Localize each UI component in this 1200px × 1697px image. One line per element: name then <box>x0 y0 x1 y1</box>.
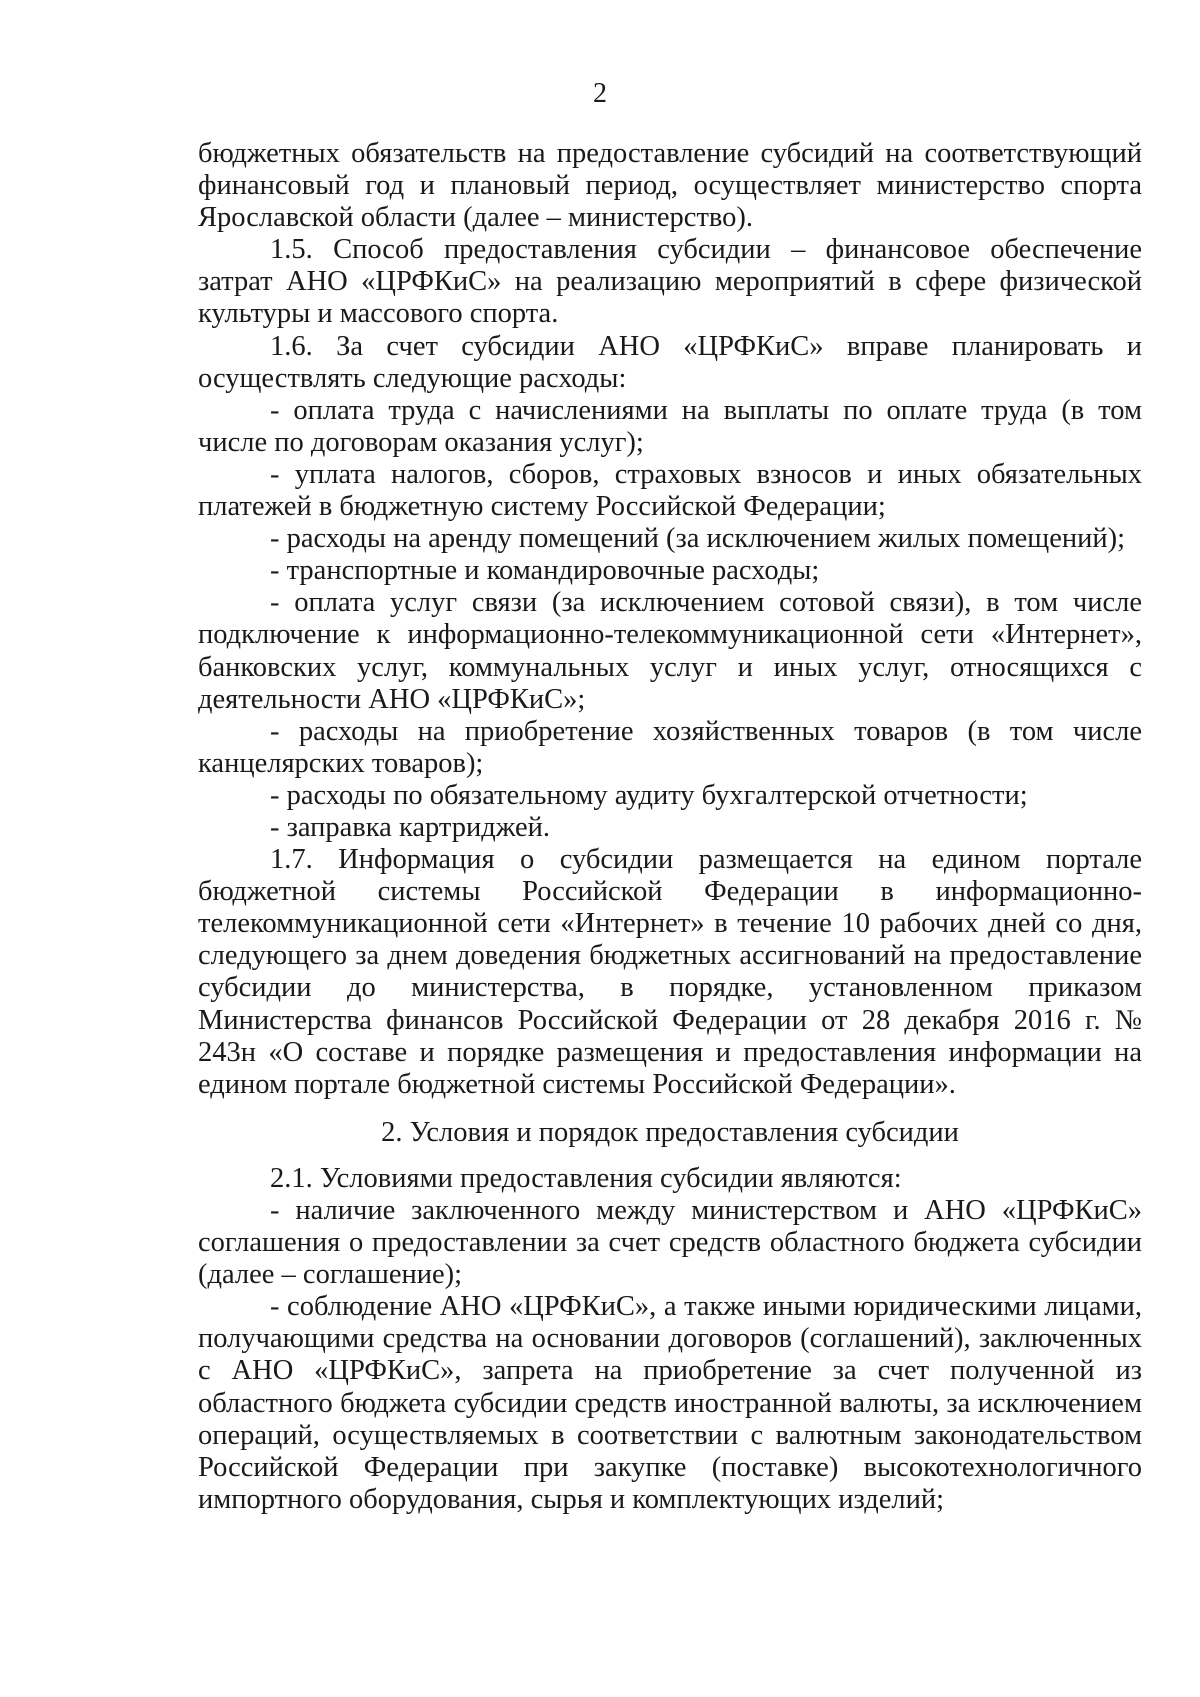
page-number: 2 <box>593 78 607 109</box>
spacer <box>198 1101 1142 1117</box>
list-item: - наличие заключенного между министерством и АНО «ЦРФКиС» соглашения о предоставлении за счет средств областного бюджета субсидии (далее – соглашение); <box>198 1195 1142 1291</box>
paragraph: 1.7. Информация о субсидии размещается на едином портале бюджетной системы Российской Федерации в информационно-телекоммуникационной сети «Интернет» в течение 10 рабочих дней со дня, следующего за днем доведения бюджетных ассигнований на предоставление субсидии до министерства, в порядке, установленном приказом Министерства финансов Российской Федерации от 28 декабря 2016 г. № 243н «О составе и порядке размещения и предоставления информации на едином портале бюджетной системы Российской Федерации». <box>198 844 1142 1100</box>
list-item: - уплата налогов, сборов, страховых взносов и иных обязательных платежей в бюджетную систему Российской Федерации; <box>198 458 1142 523</box>
paragraph: 1.6. За счет субсидии АНО «ЦРФКиС» вправе планировать и осуществлять следующие расходы: <box>198 330 1142 394</box>
document-body <box>198 138 1142 1516</box>
section-heading: 2. Условия и порядок предоставления субсидии <box>381 1116 959 1148</box>
spacer <box>198 1149 1142 1163</box>
paragraph: бюджетных обязательств на предоставление субсидий на соответствующий финансовый год и плановый период, осуществляет министерство спорта Ярославской области (далее – министерство). <box>198 138 1142 234</box>
paragraph: 1.5. Способ предоставления субсидии – финансовое обеспечение затрат АНО «ЦРФКиС» на реализацию мероприятий в сфере физической культуры и массового спорта. <box>198 234 1142 330</box>
list-item: - оплата труда с начислениями на выплаты по оплате труда (в том числе по договорам оказания услуг); <box>198 394 1142 458</box>
list-item: - расходы по обязательному аудиту бухгалтерской отчетности; <box>270 779 1028 811</box>
list-item: - расходы на приобретение хозяйственных товаров (в том числе канцелярских товаров); <box>198 715 1142 779</box>
list-item: - соблюдение АНО «ЦРФКиС», а также иными юридическими лицами, получающими средства на основании договоров (соглашений), заключенных с АНО «ЦРФКиС», запрета на приобретение за счет полученной из областного бюджета субсидии средств иностранной валюты, за исключением операций, осуществляемых в соответствии с валютным законодательством Российской Федерации при закупке (поставке) высокотехнологичного импортного оборудования, сырья и комплектующих изделий; <box>198 1291 1142 1515</box>
list-item: - заправка картриджей. <box>270 811 551 843</box>
list-item: - транспортные и командировочные расходы; <box>270 555 820 587</box>
list-item: - оплата услуг связи (за исключением сотовой связи), в том числе подключение к информационно-телекоммуникационной сети «Интернет», банковских услуг, коммунальных услуг и иных услуг, относящихся с деятельности АНО «ЦРФКиС»; <box>198 587 1142 715</box>
list-item: - расходы на аренду помещений (за исключением жилых помещений); <box>270 523 1126 555</box>
paragraph: 2.1. Условиями предоставления субсидии являются: <box>270 1162 902 1194</box>
